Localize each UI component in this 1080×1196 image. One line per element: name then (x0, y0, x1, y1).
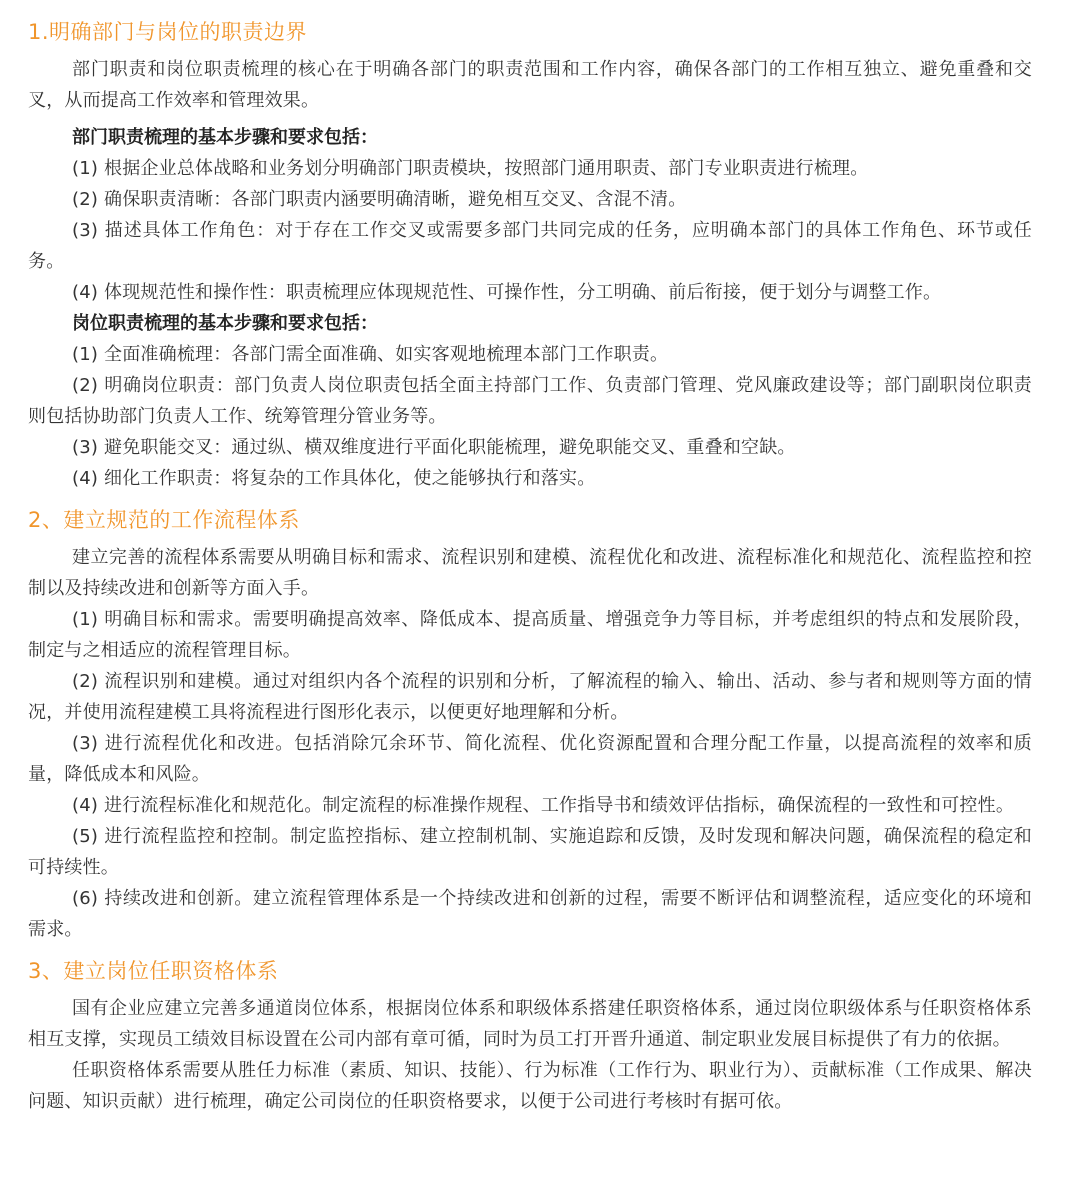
list-item: (3) 进行流程优化和改进。包括消除冗余环节、简化流程、优化资源配置和合理分配工作量，以提高流程的效率和质量，降低成本和风险。 (28, 733, 1032, 785)
section-qualification-system (28, 955, 1032, 1117)
section-heading: 2、建立规范的工作流程体系 (28, 508, 300, 532)
list-item: (2) 流程识别和建模。通过对组织内各个流程的识别和分析，了解流程的输入、输出、活动、参与者和规则等方面的情况，并使用流程建模工具将流程进行图形化表示，以便更好地理解和分析。 (28, 671, 1032, 723)
dept-subheading: 部门职责梳理的基本步骤和要求包括： (72, 127, 378, 148)
list-item: (2) 确保职责清晰：各部门职责内涵要明确清晰，避免相互交叉、含混不清。 (72, 189, 687, 210)
list-item: (1) 根据企业总体战略和业务划分明确部门职责模块，按照部门通用职责、部门专业职责进行梳理。 (72, 158, 869, 179)
post-subheading: 岗位职责梳理的基本步骤和要求包括： (72, 313, 378, 334)
section-intro: 建立完善的流程体系需要从明确目标和需求、流程识别和建模、流程优化和改进、流程标准化和规范化、流程监控和控制以及持续改进和创新等方面入手。 (28, 547, 1032, 599)
section-intro: 部门职责和岗位职责梳理的核心在于明确各部门的职责范围和工作内容，确保各部门的工作相互独立、避免重叠和交叉，从而提高工作效率和管理效果。 (28, 59, 1032, 111)
list-item: (1) 全面准确梳理：各部门需全面准确、如实客观地梳理本部门工作职责。 (72, 344, 669, 365)
list-item: (4) 进行流程标准化和规范化。制定流程的标准操作规程、工作指导书和绩效评估指标，确保流程的一致性和可控性。 (72, 795, 1015, 816)
list-item: (3) 避免职能交叉：通过纵、横双维度进行平面化职能梳理，避免职能交叉、重叠和空缺。 (72, 437, 796, 458)
paragraph: 国有企业应建立完善多通道岗位体系，根据岗位体系和职级体系搭建任职资格体系，通过岗位职级体系与任职资格体系相互支撑，实现员工绩效目标设置在公司内部有章可循，同时为员工打开晋升通道、制定职业发展目标提供了有力的依据。 (28, 998, 1032, 1050)
list-item: (4) 体现规范性和操作性：职责梳理应体现规范性、可操作性，分工明确、前后衔接，便于划分与调整工作。 (72, 282, 942, 303)
section-heading: 1.明确部门与岗位的职责边界 (28, 20, 308, 44)
section-heading: 3、建立岗位任职资格体系 (28, 959, 279, 983)
list-item: (2) 明确岗位职责：部门负责人岗位职责包括全面主持部门工作、负责部门管理、党风廉政建设等；部门副职岗位职责则包括协助部门负责人工作、统筹管理分管业务等。 (28, 375, 1032, 427)
list-item: (3) 描述具体工作角色：对于存在工作交叉或需要多部门共同完成的任务，应明确本部门的具体工作角色、环节或任务。 (28, 220, 1032, 272)
section-workflow-system (28, 504, 1032, 945)
list-item: (6) 持续改进和创新。建立流程管理体系是一个持续改进和创新的过程，需要不断评估和调整流程，适应变化的环境和需求。 (28, 888, 1032, 940)
section-responsibility-boundaries (28, 16, 1032, 494)
paragraph: 任职资格体系需要从胜任力标准（素质、知识、技能）、行为标准（工作行为、职业行为）、贡献标准（工作成果、解决问题、知识贡献）进行梳理，确定公司岗位的任职资格要求，以便于公司进行考核时有据可依。 (28, 1060, 1032, 1112)
list-item: (1) 明确目标和需求。需要明确提高效率、降低成本、提高质量、增强竞争力等目标，并考虑组织的特点和发展阶段，制定与之相适应的流程管理目标。 (28, 609, 1032, 661)
list-item: (4) 细化工作职责：将复杂的工作具体化，使之能够执行和落实。 (72, 468, 596, 489)
list-item: (5) 进行流程监控和控制。制定监控指标、建立控制机制、实施追踪和反馈，及时发现和解决问题，确保流程的稳定和可持续性。 (28, 826, 1032, 878)
